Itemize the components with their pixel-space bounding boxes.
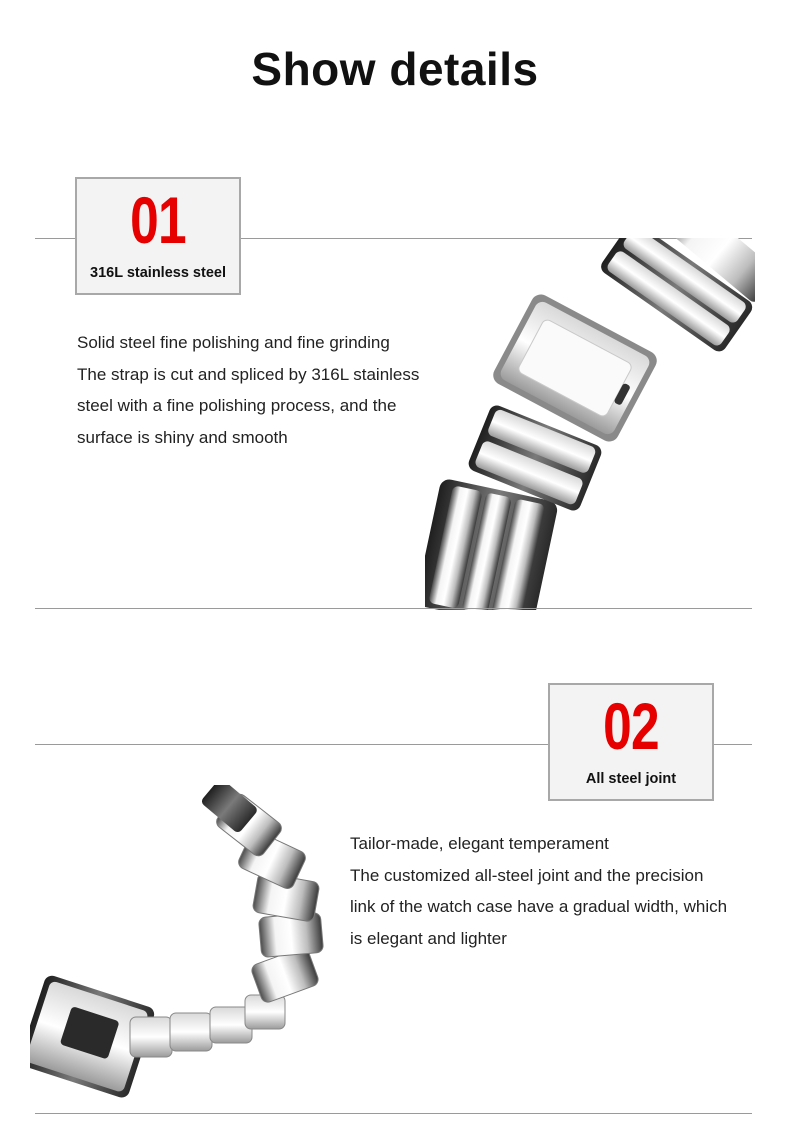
description-line: The customized all-steel joint and the precision [350,865,704,885]
description-line: link of the watch case have a gradual width, which [350,897,728,916]
section-badge [75,177,241,295]
section-label: 316L stainless steel [90,265,226,281]
description-line: steel with a fine polishing process, and the [77,396,397,415]
description-line: Tailor-made, elegant temperament [350,834,609,853]
section-badge [548,683,714,801]
description-line: The strap is cut and spliced by 316L stainless [77,364,420,384]
section-number: 02 [603,689,659,763]
section-number: 01 [130,183,186,257]
section-description [77,327,419,453]
section-description [350,828,727,954]
divider-line [35,608,752,609]
description-line: Solid steel fine polishing and fine grinding [77,333,390,352]
steel-bracelet-image [30,785,330,1115]
description-line: is elegant and lighter [350,928,507,948]
description-line: surface is shiny and smooth [77,427,288,447]
steel-bracelet-image [425,238,755,610]
section-label: All steel joint [585,771,677,787]
page-title: Show details [251,43,539,95]
divider-line [35,1113,752,1114]
